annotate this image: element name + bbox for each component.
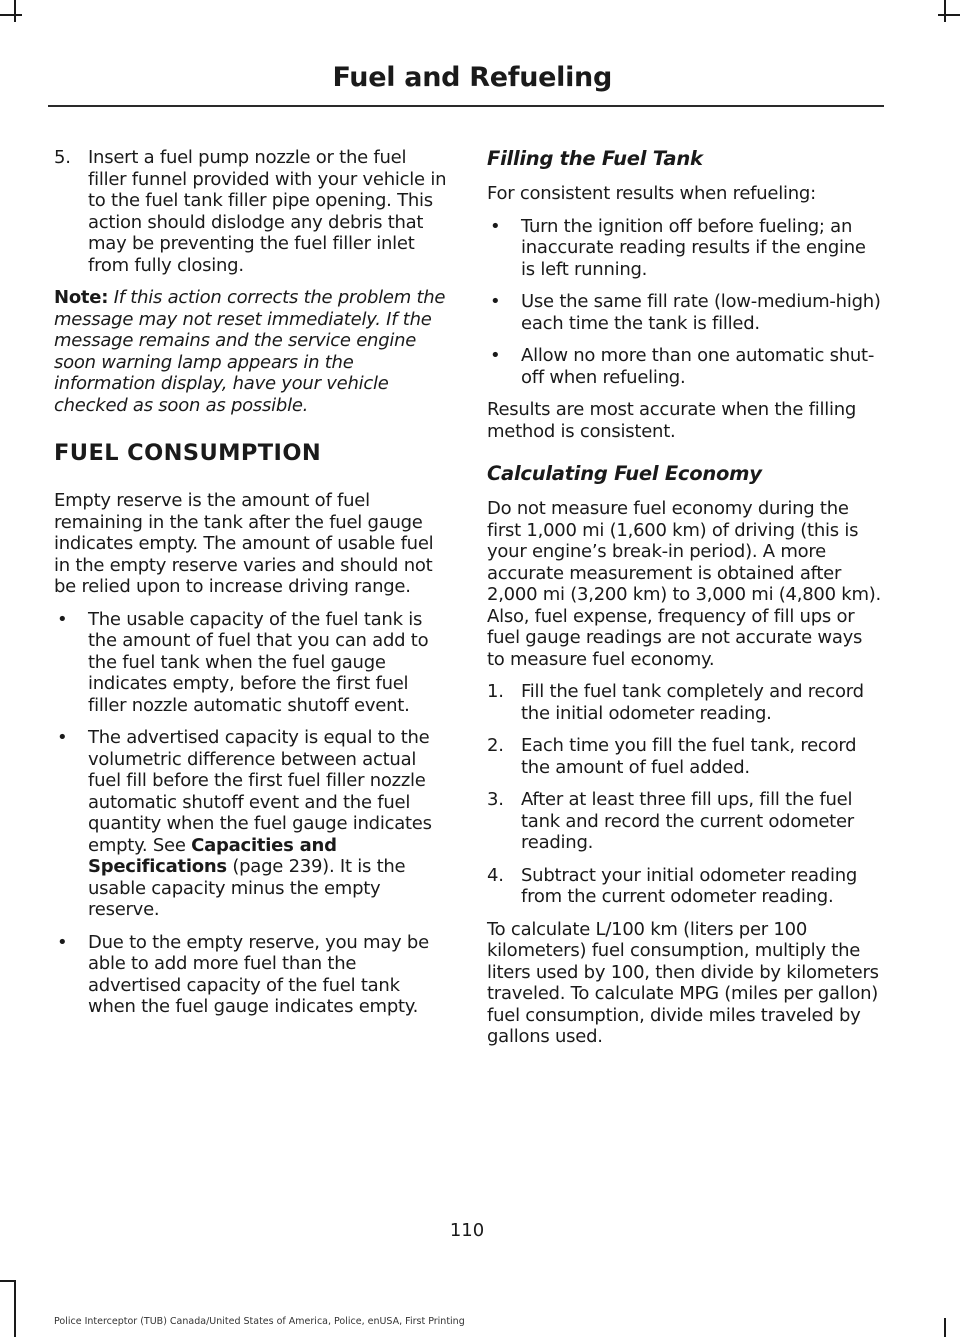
crop-mark-top-left-vertical: [14, 0, 16, 22]
step-number: 4.: [487, 864, 504, 886]
bullet-item: [54, 932, 449, 1018]
page-title: Fuel and Refueling: [332, 62, 612, 93]
step-text: Insert a fuel pump nozzle or the fuel filler funnel provided with your vehicle in to the fuel tank filler pipe opening. This action should dislodge any debris that may be preventing the fuel filler inlet from fully closing.: [88, 147, 447, 276]
crop-mark-top-left-horizontal: [0, 14, 22, 16]
subheading-calculating-fuel-economy: Calculating Fuel Economy: [487, 462, 762, 485]
step-number: 1.: [487, 681, 504, 702]
section-heading-fuel-consumption: FUEL CONSUMPTION: [54, 440, 322, 466]
bullet-text: The usable capacity of the fuel tank is the amount of fuel that you can add to the fuel tank when the fuel gauge indicates empty, before the first fuel filler nozzle automatic shutoff event.: [88, 608, 429, 716]
crop-mark-bottom-left-horizontal: [0, 1280, 16, 1282]
bullet-mark: •: [490, 291, 501, 312]
step-item: [487, 681, 881, 724]
bullet-mark: •: [57, 608, 68, 630]
bullet-item: [54, 609, 449, 717]
step-number: 5.: [54, 147, 71, 168]
bullet-mark: •: [490, 345, 501, 366]
step-item: [487, 735, 881, 778]
bullet-mark: •: [57, 727, 68, 748]
page-number: 110: [449, 1220, 485, 1241]
bullet-item: [487, 216, 881, 281]
crop-mark-bottom-right-vertical: [944, 1318, 946, 1337]
bullet-text: The advertised capacity is equal to the volumetric difference between actual fuel fill before the first fuel filler nozzle automatic shutoff event and the fuel quantity when the fuel gauge indicates empty. See: [88, 727, 432, 856]
calc-outro: To calculate L/100 km (liters per 100 kilometers) fuel consumption, multiply the liters used by 100, then divide by kilometers traveled. To calculate MPG (miles per gallon) fuel consumption, divide miles traveled by gallons used.: [487, 918, 879, 1047]
step-text: After at least three fill ups, fill the fuel tank and record the current odometer reading.: [521, 789, 854, 853]
bullet-item: [54, 727, 449, 921]
filling-outro: Results are most accurate when the filling method is consistent.: [487, 399, 857, 442]
calc-intro: Do not measure fuel economy during the first 1,000 mi (1,600 km) of driving (this is your engine’s break-in period). A more accurate measurement is obtained after 2,000 mi (3,200 km) to 3,000 mi (4,800 km). Also, fuel expense, frequency of fill ups or fuel gauge readings are not accurate ways to measure fuel economy.: [487, 498, 882, 670]
filling-intro: For consistent results when refueling:: [487, 183, 816, 204]
step-number: 2.: [487, 735, 504, 756]
bullet-text: Due to the empty reserve, you may be able to add more fuel than the advertised capacity of the fuel tank when the fuel gauge indicates empty.: [88, 931, 429, 1017]
bullet-mark: •: [490, 215, 501, 237]
crop-mark-bottom-left-vertical: [14, 1280, 16, 1337]
step-number: 3.: [487, 789, 504, 810]
page-reference: (page 239).: [226, 856, 335, 877]
header-divider: [48, 105, 884, 107]
bullet-text: Turn the ignition off before fueling; an inaccurate reading results if the engine is left running.: [521, 215, 866, 280]
step-text: Subtract your initial odometer reading from the current odometer reading.: [521, 864, 858, 907]
bullet-text: Allow no more than one automatic shut-off when refueling.: [521, 345, 875, 388]
bullet-item: [487, 345, 881, 388]
footer-text: Police Interceptor (TUB) Canada/United States of America, Police, enUSA, First Printing: [54, 1316, 465, 1327]
intro-paragraph: Empty reserve is the amount of fuel remaining in the tank after the fuel gauge indicates empty. The amount of usable fuel in the empty reserve varies and should not be relied upon to increase driving range.: [54, 490, 434, 597]
note-label: Note:: [54, 287, 109, 308]
note: [54, 287, 449, 416]
step-text: Each time you fill the fuel tank, record the amount of fuel added.: [521, 735, 857, 778]
cross-reference-link[interactable]: Capacities and Specifications: [88, 834, 337, 877]
left-column: [54, 147, 449, 1029]
bullet-mark: •: [57, 931, 68, 953]
step-item: [487, 789, 881, 854]
step-5: [54, 147, 449, 276]
subheading-filling-fuel-tank: Filling the Fuel Tank: [487, 147, 703, 170]
note-text: If this action corrects the problem the message may not reset immediately. If the message remains and the service engine soon warning lamp appears in the information display, have your vehicle checked as soon as possible.: [54, 287, 446, 416]
crop-mark-top-right-horizontal: [938, 14, 960, 16]
step-text: Fill the fuel tank completely and record the initial odometer reading.: [521, 681, 864, 724]
right-column: [487, 147, 881, 1059]
step-item: [487, 865, 881, 908]
bullet-text-end: It is the usable capacity minus the empty reserve.: [88, 856, 406, 920]
crop-mark-top-right-vertical: [944, 0, 946, 22]
bullet-text: Use the same fill rate (low-medium-high) each time the tank is filled.: [521, 291, 881, 334]
bullet-item: [487, 291, 881, 334]
